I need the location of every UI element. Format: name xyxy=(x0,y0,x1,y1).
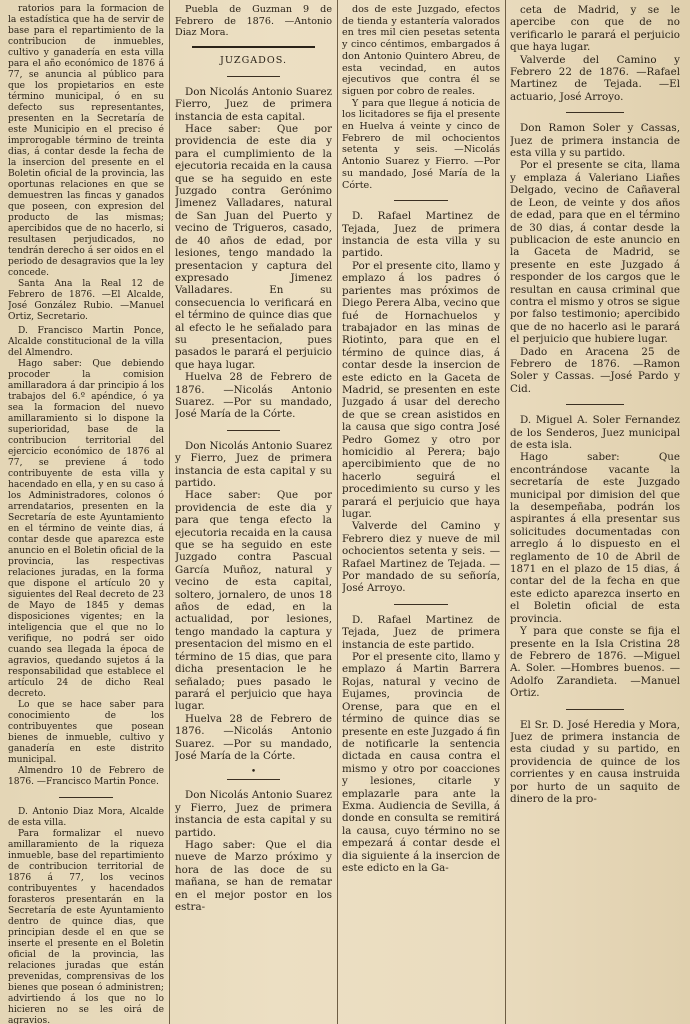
notice-paragraph: Valverde del Camino y Febrero diez y nueve de mil ochocientos setenta y seis. —Rafael Martinez de Tejada. —Por mandado de su señoría, José Arroyo. xyxy=(342,520,500,595)
notice xyxy=(510,414,680,699)
notice-paragraph: ratorios para la formacion de la estadística que ha de servir de base para el repartimiento de la contribucion de inmuebles, cultivo y ganadería en esta villa para el año económico de 1876 á 77, se anuncia al público para que los propietarios en este término municipal, ó en su defecto sus representantes, presenten en la Secretaría de este Municipio en el preciso é improrogable término de treinta dias, á contar desde la fecha de la insercion del presente en el Boletin oficial de la provincia, las oportunas relaciones en que se demuestren las fincas y ganados que poseen, con expresion del producto de las mismas; apercibidos que de no hacerlo, si resultasen perjudicados, no tendrán derecho á ser oidos en el periodo de desagravios que la ley concede. xyxy=(8,4,164,278)
notice-paragraph: Por el presente cito, llamo y emplazo á los padres ó parientes mas próximos de Diego Perera Alba, vecino que fué de Hornachuelos y trabajador en las minas de Riotinto, para que en el término de quince dias, á contar desde la insercion de este edicto en la Gaceta de Madrid, se presenten en este Juzgado á usar del derecho de que se crean asistidos en la causa que sigo contra José Pedro Gomez y otro por homicidio al Perera; bajo apercibimiento que de no hacerlo seguirá el procedimiento su curso y les parará el perjuicio que haya lugar. xyxy=(342,259,500,520)
notice xyxy=(175,789,332,913)
notice-paragraph: Valverde del Camino y Febrero 22 de 1876. —Rafael Martinez de Tejada. —El actuario, José Arroyo. xyxy=(510,53,680,103)
notice xyxy=(510,122,680,395)
notice-paragraph: Almendro 10 de Febrero de 1876. —Francisco Martin Ponce. xyxy=(8,766,164,787)
notice xyxy=(342,210,500,595)
notice-paragraph: Para formalizar el nuevo amillaramiento de la riqueza inmueble, base del repartimiento de contribucion territorial de 1876 á 77, los vecinos contribuyentes y hacendados forasteros presentarán en la Secretaría de este Ayuntamiento dentro de quince dias, que principian desde el en que se inserte el presente en el Boletin oficial de la provincia, las relaciones juradas que están prevenidas, comprensivas de los bienes que posean ó administren; advirtiendo á los que no lo hicieren no se les oirá de agravios. xyxy=(8,829,164,1024)
notice-paragraph: Hace saber: Que por providencia de este dia y para que tenga efecto la ejecutoria recaida en la causa que se ha seguido en este Juzgado contra Pascual García Muñoz, natural y vecino de esta capital, soltero, jornalero, de unos 18 años de edad, en la actualidad, por lesiones, tengo mandado la captura y presentacion del mismo en el término de 15 dias, que para dicha presentacion le he señalado; pues pasado le parará el perjuicio que haya lugar. xyxy=(175,489,332,713)
notice-paragraph: Don Nicolás Antonio Suarez Fierro, Juez de primera instancia de esta capital. xyxy=(175,85,332,123)
notice-paragraph: Huelva 28 de Febrero de 1876. —Nicolás Antonio Suarez. —Por su mandado, José María de la Córte. xyxy=(175,371,332,421)
column-1 xyxy=(8,4,164,1024)
notice-paragraph: Hago saber: Que encontrándose vacante la secretaría de este Juzgado municipal por dimision del que la desempeñaba, podrán los aspirantes á ella presentar sus solicitudes documentadas con arreglo á lo dispuesto en el reglamento de 10 de Abril de 1871 en el plazo de 15 dias, á contar del de la fecha en que este edicto aparezca inserto en el Boletin oficial de esta provincia. xyxy=(510,451,680,625)
notice-paragraph: Hago saber: Que el dia nueve de Marzo próximo y hora de las doce de su mañana, se han de rematar en el mejor postor en los estra- xyxy=(175,838,332,913)
separator-rule xyxy=(227,779,280,780)
separator-rule xyxy=(566,709,624,710)
notice-paragraph: D. Francisco Martin Ponce, Alcalde constitucional de la villa del Almendro. xyxy=(8,326,164,358)
notice xyxy=(342,614,500,875)
notice-paragraph: Hace saber: Que por providencia de este dia y para el cumplimiento de la ejecutoria recaida en la causa que se ha seguido en este Juzgado contra Gerónimo Jimenez Valladares, natural de San Juan del Puerto y vecino de Trigueros, casado, de 40 años de edad, por lesiones, tengo mandado la presentacion y captura del expresado Jimenez Valladares. En su consecuencia lo verificará en el término de quince dias que al efecto le he señalado para su presentacion, pues pasados le parará el perjuicio que haya lugar. xyxy=(175,123,332,371)
column-rule xyxy=(505,0,506,1024)
notice xyxy=(175,4,332,39)
notice-paragraph: Huelva 28 de Febrero de 1876. —Nicolás Antonio Suarez. —Por su mandado, José María de la Córte. xyxy=(175,712,332,762)
notice-paragraph: dos de este Juzgado, efectos de tienda y estantería valorados en tres mil cien pesetas setenta y cinco céntimos, embargados á don Antonio Quintero Abreu, de esta vecindad, en autos ejecutivos que contra él se siguen por cobro de reales. xyxy=(342,4,500,97)
separator-rule xyxy=(394,200,448,201)
notice-paragraph: Lo que se hace saber para conocimiento de los contribuyentes que posean bienes de inmueble, cultivo y ganadería en este distrito municipal. xyxy=(8,700,164,765)
notice xyxy=(175,86,332,421)
notice-paragraph: Hago saber: Que debiendo procoder la comision amillaradora á dar principio á los trabajos del 6.º apéndice, ó ya sea la formacion del nuevo amillaramiento si lo dispone la superioridad, base de la contribucion territorial del ejercicio económico de 1876 al 77, se previene á todo contribuyente de esta villa y hacendado en ella, y en su caso á los Administradores, colonos ó arrendatarios, presenten en la Secretaría de este Ayuntamiento en el término de veinte dias, á contar desde que aparezca este anuncio en el Boletin oficial de la provincia, las respectivas relaciones juradas, en la forma que dispone el artículo 20 y siguientes del Real decreto de 23 de Mayo de 1845 y demas disposiciones vigentes; en la inteligencia que el que no lo verifique, no podrá ser oido cuando sea llegada la época de agravios, quedando sujetos á la responsabilidad que establece el artículo 24 de dicho Real decreto. xyxy=(8,359,164,699)
notice-paragraph: Y para que llegue á noticia de los licitadores se fija el presente en Huelva á veinte y cinco de Febrero de mil ochocientos setenta y seis. —Nicolás Antonio Suarez y Fierro. —Por su mandado, José María de la Córte. xyxy=(342,97,500,191)
notice-paragraph: Don Ramon Soler y Cassas, Juez de primera instancia de esta villa y su partido. xyxy=(510,122,680,160)
notice-paragraph: Por el presente se cita, llama y emplaza á Valeriano Liañes Delgado, vecino de Cañaveral de Leon, de veinte y dos años de edad, para que en el término de 30 dias, á contar desde la publicacion de este anuncio en la Gaceta de Madrid, se presente en este Juzgado á responder de los cargos que le resultan en causa criminal que contra el mismo y otros se sigue por falso testimonio; apercibido que de no hacerlo asi le parará el perjuicio que hubiere lugar. xyxy=(510,159,680,346)
notice xyxy=(8,4,164,323)
notice-paragraph: Santa Ana la Real 12 de Febrero de 1876. —El Alcalde, José González Rubio. —Manuel Ortiz, Secretario. xyxy=(8,279,164,322)
notice-paragraph: Puebla de Guzman 9 de Febrero de 1876. —Antonio Diaz Mora. xyxy=(175,4,332,39)
notice-paragraph: Don Nicolás Antonio Suarez y Fierro, Juez de primera instancia de esta capital y su partido. xyxy=(175,439,332,489)
notice-paragraph: El Sr. D. José Heredia y Mora, Juez de primera instancia de esta ciudad y su partido, en providencia de quince de los corrientes y en causa instruida por hurto de un saquito de dinero de la pro- xyxy=(510,718,680,805)
notice xyxy=(8,807,164,1024)
column-rule xyxy=(169,0,170,1024)
section-heading: JUZGADOS. xyxy=(219,55,288,67)
column-2 xyxy=(175,4,332,1024)
column-4 xyxy=(510,4,680,1024)
notice xyxy=(510,4,680,103)
notice-paragraph: Dado en Aracena 25 de Febrero de 1876. —Ramon Soler y Cassas. —José Pardo y Cid. xyxy=(510,345,680,395)
separator-rule xyxy=(192,46,314,48)
notice-paragraph: Y para que conste se fija el presente en la Isla Cristina 28 de Febrero de 1876. —Miguel A. Soler. —Hombres buenos. —Adolfo Zarandieta. —Manuel Ortiz. xyxy=(510,625,680,700)
notice-paragraph: D. Rafael Martinez de Tejada, Juez de primera instancia de esta villa y su partido. xyxy=(342,210,500,260)
notice xyxy=(342,4,500,191)
notice-paragraph: D. Rafael Martinez de Tejada, Juez de primera instancia de este partido. xyxy=(342,613,500,651)
notice xyxy=(8,326,164,788)
notice-paragraph: Don Nicolás Antonio Suarez y Fierro, Juez de primera instancia de esta capital y su partido. xyxy=(175,789,332,839)
separator-rule xyxy=(394,604,448,605)
separator-ornament: • xyxy=(250,767,257,778)
column-rule xyxy=(337,0,338,1024)
notice-paragraph: ceta de Madrid, y se le apercibe con que de no verificarlo le parará el perjuicio que haya lugar. xyxy=(510,4,680,54)
separator-rule xyxy=(227,430,280,431)
notice-paragraph: D. Antonio Diaz Mora, Alcalde de esta villa. xyxy=(8,807,164,828)
notice-paragraph: Por el presente cito, llamo y emplazo á Martin Barrera Rojas, natural y vecino de Eujames, provincia de Orense, para que en el término de quince dias se presente en este Juzgado á fin de notificarle la sentencia dictada en causa contra el mismo y otro por coacciones y lesiones, citarle y emplazarle para ante la Exma. Audiencia de Sevilla, á donde en consulta se remitirá la causa, cuyo término no se empezará á contar desde el dia siguiente á la insercion de este edicto en la Ga- xyxy=(342,651,500,874)
separator-rule xyxy=(566,112,624,113)
separator-rule xyxy=(227,76,280,77)
notice-paragraph: D. Miguel A. Soler Fernandez de los Senderos, Juez municipal de esta isla. xyxy=(510,414,680,451)
notice xyxy=(510,719,680,806)
notice xyxy=(175,440,332,763)
column-3 xyxy=(342,4,500,1024)
separator-rule xyxy=(59,797,112,798)
separator-rule xyxy=(566,404,624,405)
